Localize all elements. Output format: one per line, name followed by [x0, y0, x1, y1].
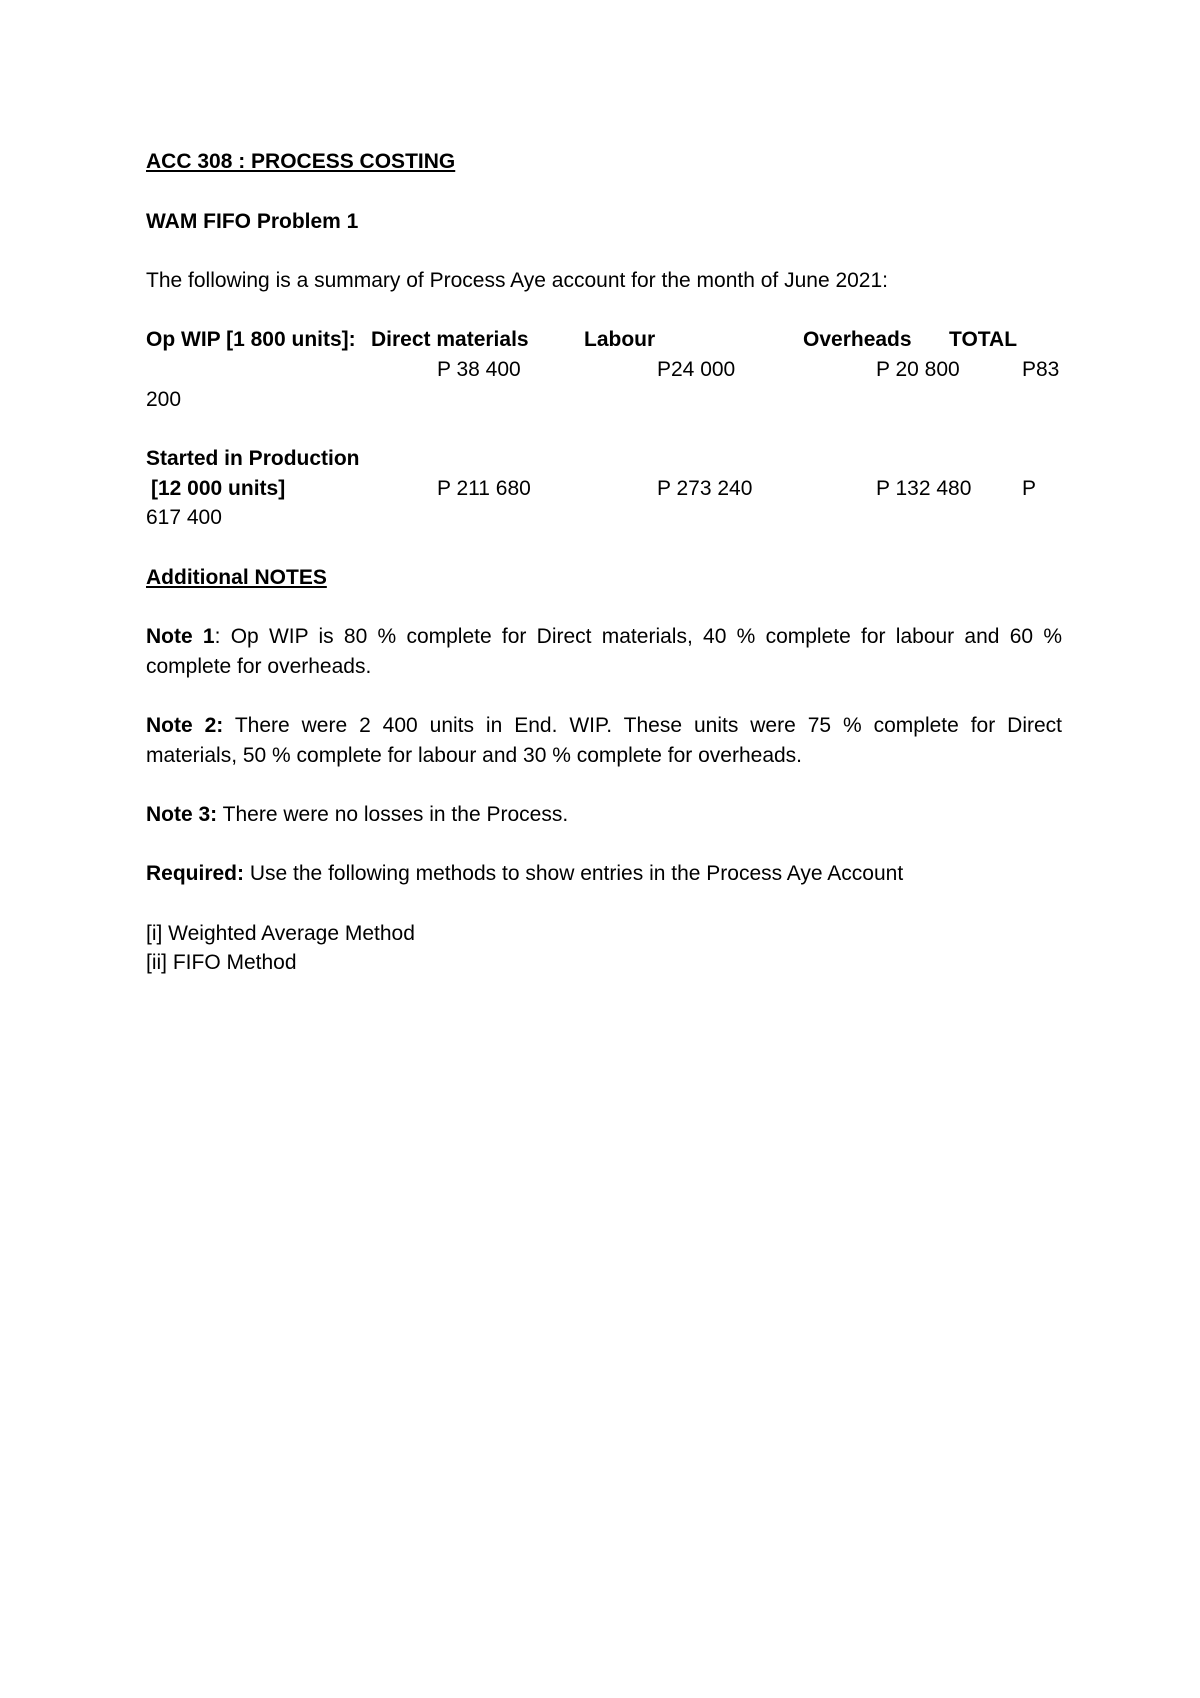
note-3-text: There were no losses in the Process.: [222, 803, 569, 826]
note-1-line-2: complete for overheads.: [146, 655, 372, 678]
col-total: TOTAL: [949, 328, 1018, 351]
op-wip-total-value-wrap: 200: [146, 388, 182, 411]
note-1-line-1: [146, 624, 1062, 650]
method-item: [i] Weighted Average Method: [146, 922, 415, 945]
method-item: [ii] FIFO Method: [146, 951, 297, 974]
required-label: Required:: [146, 862, 245, 885]
started-total-value-wrap: 617 400: [146, 506, 222, 529]
op-wip-label: Op WIP [1 800 units]:: [146, 328, 356, 351]
col-direct-materials: Direct materials: [371, 328, 529, 351]
problem-heading: WAM FIFO Problem 1: [146, 210, 359, 233]
started-dm-value: P 211 680: [437, 477, 531, 500]
additional-notes-heading: Additional NOTES: [146, 566, 327, 589]
op-wip-total-value: P83: [1022, 358, 1060, 381]
op-wip-overheads-value: P 20 800: [876, 358, 960, 381]
started-label: Started in Production: [146, 447, 360, 470]
op-wip-labour-value: P24 000: [657, 358, 736, 381]
started-overheads-value: P 132 480: [876, 477, 972, 500]
col-labour: Labour: [584, 328, 656, 351]
note-2-line-1: [146, 713, 1062, 739]
started-units: [12 000 units]: [151, 477, 286, 500]
op-wip-dm-value: P 38 400: [437, 358, 521, 381]
required-text: Use the following methods to show entries in the Process Aye Account: [249, 862, 904, 885]
note-3-label: Note 3:: [146, 803, 218, 826]
col-overheads: Overheads: [803, 328, 912, 351]
note-3: [146, 802, 568, 828]
note-1-label: Note 1: [146, 625, 215, 648]
started-labour-value: P 273 240: [657, 477, 753, 500]
intro-text: The following is a summary of Process Aye account for the month of June 2021:: [146, 269, 889, 292]
note-2-line-2: materials, 50 % complete for labour and 30 % complete for overheads.: [146, 744, 803, 767]
started-total-value: P: [1022, 477, 1037, 500]
required: [146, 861, 903, 887]
note-2-label: Note 2:: [146, 714, 224, 737]
document-title: ACC 308 : PROCESS COSTING: [146, 150, 456, 173]
note-1-text: : Op WIP is 80 % complete for Direct materials, 40 % complete for labour and 60 %: [214, 625, 1062, 648]
note-2-text: There were 2 400 units in End. WIP. These units were 75 % complete for Direct: [234, 714, 1062, 737]
